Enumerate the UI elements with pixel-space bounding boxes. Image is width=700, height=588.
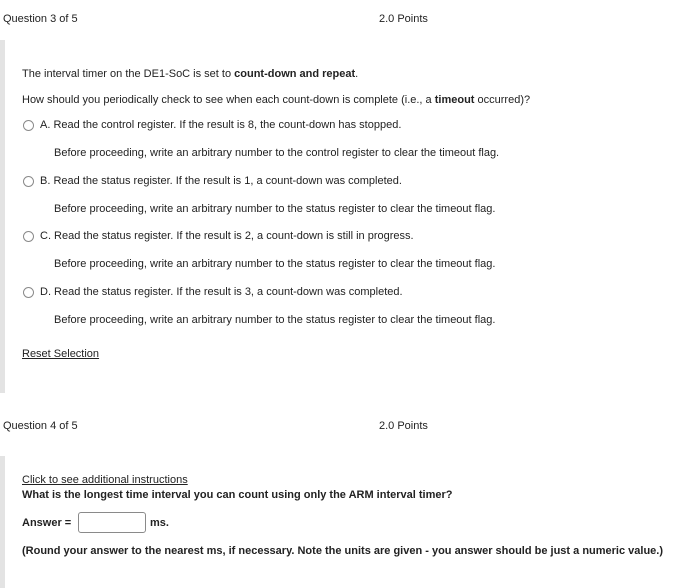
option-a-label[interactable]: A. Read the control register. If the result is 8, the count-down has stopped. [40,119,402,131]
question-4-header [0,420,700,438]
question-3-prompt [22,94,530,106]
question-3-number: Question 3 of 5 [3,13,78,25]
option-a-radio[interactable] [23,120,34,131]
stem-text: The interval timer on the DE1-SoC is set to [22,68,235,80]
prompt-text: How should you periodically check to see when each count-down is complete (i.e., a [22,94,435,106]
option-d-label[interactable]: D. Read the status register. If the result is 3, a count-down was completed. [40,286,403,298]
additional-instructions-link[interactable]: Click to see additional instructions [22,474,188,486]
answer-unit: ms. [150,517,169,529]
question-3-points: 2.0 Points [379,13,428,25]
question-4-body [0,456,700,588]
option-d-radio[interactable] [23,287,34,298]
prompt-emphasis: timeout [434,94,475,106]
question-3-header [0,13,700,31]
answer-input[interactable] [78,512,146,533]
question-4-note: (Round your answer to the nearest ms, if necessary. Note the units are given - you answer should be just a numeric value.) [22,545,664,557]
option-b-detail: Before proceeding, write an arbitrary number to the status register to clear the timeout flag. [54,203,496,215]
question-4-prompt: What is the longest time interval you can count using only the ARM interval timer? [22,489,453,501]
prompt-suffix: occurred)? [474,94,531,106]
stem-suffix: . [355,68,359,80]
question-4-points: 2.0 Points [379,420,428,432]
answer-label: Answer = [22,517,72,529]
option-a-detail: Before proceeding, write an arbitrary number to the control register to clear the timeout flag. [54,147,500,159]
stem-emphasis: count-down and repeat [234,68,356,80]
option-b-radio[interactable] [23,176,34,187]
question-3-body [0,40,700,393]
option-c-detail: Before proceeding, write an arbitrary number to the status register to clear the timeout flag. [54,258,496,270]
option-b-label[interactable]: B. Read the status register. If the result is 1, a count-down was completed. [40,175,402,187]
option-d-detail: Before proceeding, write an arbitrary number to the status register to clear the timeout flag. [54,314,496,326]
question-3-stem [22,68,358,80]
question-4-number: Question 4 of 5 [3,420,78,432]
option-c-label[interactable]: C. Read the status register. If the result is 2, a count-down is still in progress. [40,230,414,242]
reset-selection-link[interactable]: Reset Selection [22,348,100,360]
option-c-radio[interactable] [23,231,34,242]
